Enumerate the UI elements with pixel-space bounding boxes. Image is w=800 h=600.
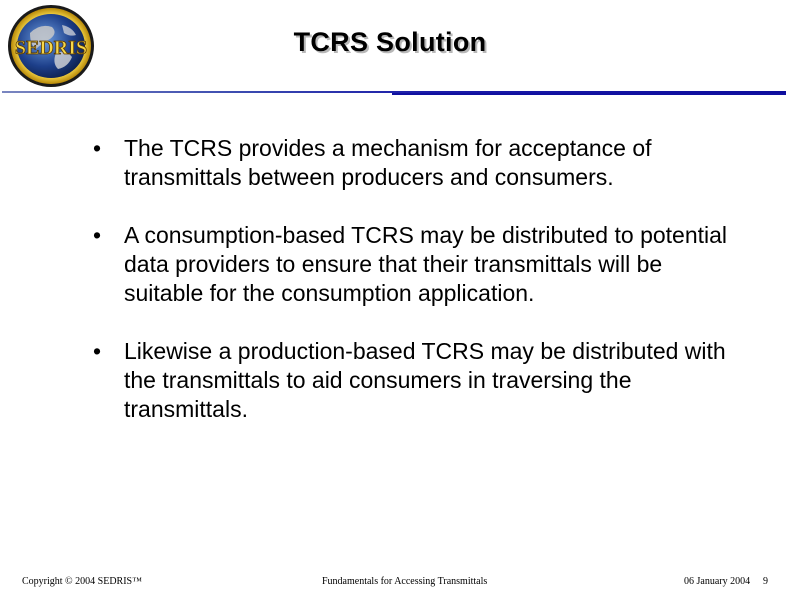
bullet-text: The TCRS provides a mechanism for acceptance of transmittals between producers and consumers. bbox=[124, 135, 652, 190]
bullet-icon: • bbox=[93, 338, 102, 364]
bullet-list bbox=[90, 134, 730, 453]
bullet-item bbox=[90, 221, 730, 308]
bullet-item bbox=[90, 337, 730, 424]
logo-text: SEDRIS bbox=[14, 37, 88, 59]
bullet-item bbox=[90, 134, 730, 192]
slide-title: TCRS Solution bbox=[293, 27, 487, 57]
footer-copyright: Copyright © 2004 SEDRIS™ bbox=[22, 576, 142, 587]
title-divider-shadow bbox=[392, 93, 786, 95]
bullet-icon: • bbox=[93, 222, 102, 248]
bullet-text: Likewise a production-based TCRS may be distributed with the transmittals to aid consumers in traversing the transmittals. bbox=[124, 338, 726, 422]
footer-page-number: 9 bbox=[763, 576, 768, 587]
bullet-text: A consumption-based TCRS may be distributed to potential data providers to ensure that their transmittals will be suitable for the consumption application. bbox=[124, 222, 728, 306]
footer-date: 06 January 2004 bbox=[684, 576, 751, 587]
bullet-icon: • bbox=[93, 135, 102, 161]
footer-course-title: Fundamentals for Accessing Transmittals bbox=[322, 576, 488, 587]
